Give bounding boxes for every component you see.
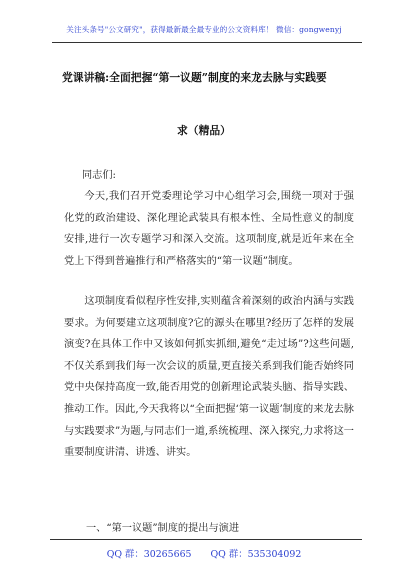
header-divider bbox=[52, 42, 362, 43]
header-promo-note: 关注头条号"公文研究"，获得最新最全最专业的公文资料库！ 微信：gongwenyj bbox=[66, 25, 342, 34]
footer-qq-group-2: QQ 群：535304092 bbox=[210, 549, 302, 560]
paragraph-text: 今天,我们召开党委理论学习中心组学习会,围绕一项对于强化党的政治建设、深化理论武装具有根本性、全局性意义的制度安排,进行一次专题学习和深入交流。这项制度,就是近年来在全党上下得到普遍推行和严格落实的“第一议题”制度。 bbox=[64, 191, 354, 267]
section-heading: 一、“第一议题”制度的提出与演进 bbox=[86, 523, 240, 534]
paragraph-text: 这项制度看似程序性安排,实则蕴含着深刻的政治内涵与实践要求。为何要建立这项制度?它的源头在哪里?经历了怎样的发展演变?在具体工作中又该如何抓实抓细,避免“走过场”?这些问题,不仅关系到我们每一次会议的质量,更直接关系到我们能否始终同党中央保持高度一致,能否用党的创新理论武装头脑、指导实践、推动工作。因此,今天我将以“全面把握‘第一议题’制度的来龙去脉与实践要求”为题,与同志们一道,系统梳理、深入探究,力求将这一重要制度讲清、讲透、讲实。 bbox=[64, 296, 354, 459]
greeting: 同志们: bbox=[82, 170, 116, 181]
body-paragraph-1 bbox=[64, 186, 354, 272]
footer-divider bbox=[50, 539, 362, 540]
document-title-line-1: 党课讲稿:全面把握“第一议题”制度的来龙去脉与实践要 bbox=[62, 71, 327, 84]
footer-qq-groups bbox=[0, 546, 408, 560]
body-paragraph-2 bbox=[64, 291, 354, 464]
document-title-line-2: 求（精品） bbox=[177, 124, 231, 137]
footer-qq-group-1: QQ 群：30265665 bbox=[106, 549, 192, 560]
